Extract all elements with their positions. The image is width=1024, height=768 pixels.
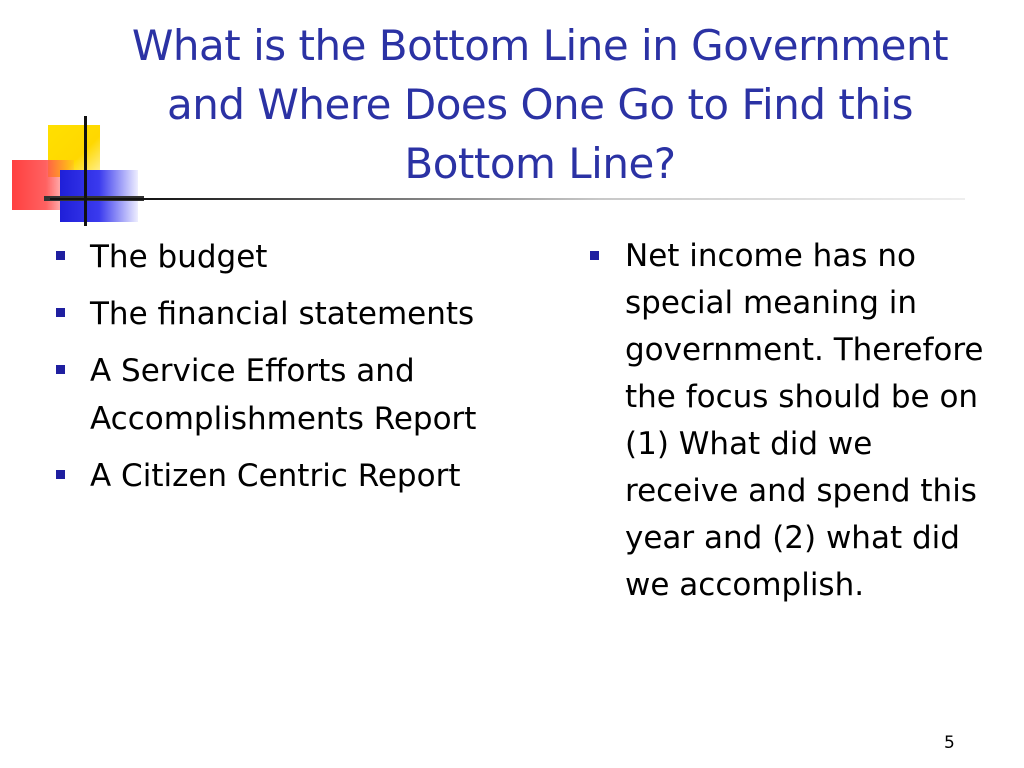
title-divider-line: [50, 198, 965, 200]
bullet-text: A Citizen Centric Report: [90, 458, 461, 494]
left-bullet-item: [56, 290, 536, 338]
left-bullet-item: [56, 233, 536, 281]
bullet-text: The financial statements: [90, 296, 475, 332]
left-bullet-item: [56, 347, 536, 443]
right-bullet-list: [590, 233, 985, 618]
decoration-vertical-line: [84, 116, 87, 226]
square-bullet-icon: [56, 470, 65, 479]
square-bullet-icon: [590, 251, 599, 260]
left-bullet-item: [56, 452, 536, 500]
bullet-text: A Service Efforts and Accomplishments Report: [90, 353, 477, 437]
bullet-text: Net income has no special meaning in government. Therefore the focus should be on (1) What did we receive and spend this year and (2) what did we accomplish.: [625, 238, 984, 603]
bullet-text: The budget: [90, 239, 268, 275]
right-bullet-item: [590, 233, 985, 609]
square-bullet-icon: [56, 251, 65, 260]
left-bullet-list: [56, 233, 536, 509]
slide-title: What is the Bottom Line in Government and Where Does One Go to Find this Bottom Line?: [131, 21, 949, 188]
page-number: 5: [944, 733, 955, 753]
square-bullet-icon: [56, 365, 65, 374]
square-bullet-icon: [56, 308, 65, 317]
